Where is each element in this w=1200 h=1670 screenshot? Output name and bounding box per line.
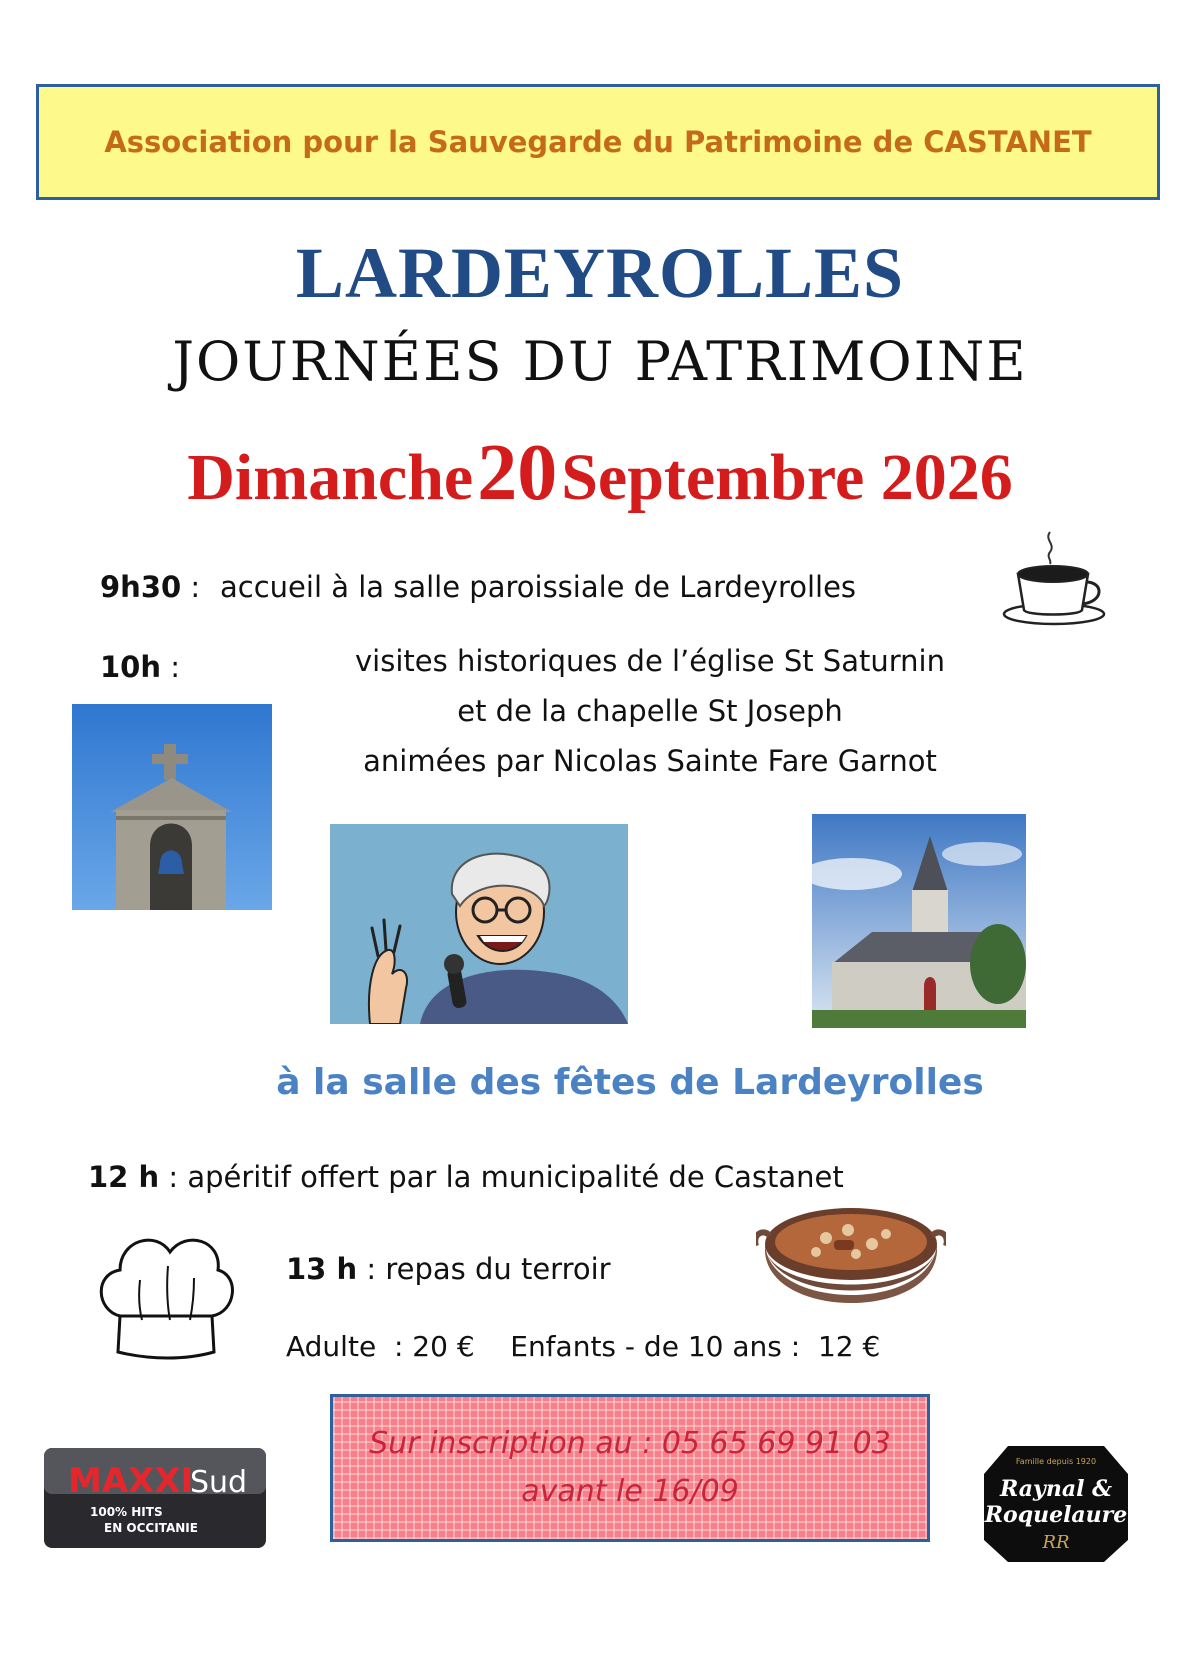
event-date bbox=[0, 428, 1200, 519]
aperitif-line bbox=[88, 1160, 844, 1194]
event-subtitle: JOURNÉES DU PATRIMOINE bbox=[172, 330, 1028, 393]
meal-time: 13 h bbox=[286, 1252, 358, 1286]
chef-hat-icon bbox=[90, 1220, 240, 1370]
raynal-name-1: Raynal & bbox=[1000, 1476, 1112, 1502]
registration-phone: Sur inscription au : 05 65 69 91 03 bbox=[369, 1426, 891, 1461]
venue-heading: à la salle des fêtes de Lardeyrolles bbox=[276, 1062, 984, 1103]
raynal-top-line: Famille depuis 1920 bbox=[1015, 1457, 1097, 1466]
date-day-number: 20 bbox=[477, 429, 558, 517]
maxxi-tagline-1: 100% HITS bbox=[90, 1505, 163, 1519]
maxxi-brand: MAXXI bbox=[68, 1461, 194, 1501]
church-photo bbox=[812, 814, 1026, 1028]
association-banner bbox=[36, 84, 1160, 200]
visits-line-1: visites historiques de l’église St Saturnin bbox=[355, 644, 945, 678]
raynal-roquelaure-logo bbox=[978, 1444, 1134, 1564]
visits-time-line bbox=[100, 650, 180, 684]
aperitif-time: 12 h bbox=[88, 1160, 160, 1194]
maxxi-sud-logo bbox=[44, 1440, 266, 1560]
coffee-cup-icon bbox=[1000, 528, 1110, 628]
visits-line-3: animées par Nicolas Sainte Fare Garnot bbox=[363, 744, 937, 778]
visits-sep: : bbox=[161, 650, 181, 684]
welcome-time: 9h30 bbox=[100, 570, 182, 604]
bell-tower-photo bbox=[72, 704, 272, 910]
raynal-initials: RR bbox=[1042, 1532, 1070, 1553]
registration-box bbox=[330, 1394, 930, 1542]
maxxi-brand-sud: Sud bbox=[190, 1465, 248, 1500]
welcome-line bbox=[100, 570, 200, 604]
meal-text: : repas du terroir bbox=[357, 1252, 611, 1286]
welcome-sep: : bbox=[181, 570, 201, 604]
maxxi-tagline-2: EN OCCITANIE bbox=[104, 1521, 198, 1535]
cassoulet-dish-icon bbox=[756, 1200, 946, 1324]
visits-time: 10h bbox=[100, 650, 162, 684]
meal-prices: Adulte : 20 € Enfants - de 10 ans : 12 € bbox=[286, 1330, 881, 1363]
raynal-name-2: Roquelaure bbox=[984, 1502, 1128, 1528]
date-month-year: Septembre 2026 bbox=[561, 441, 1013, 514]
date-day-name: Dimanche bbox=[187, 441, 474, 514]
guide-illustration bbox=[330, 824, 628, 1024]
welcome-text: accueil à la salle paroissiale de Lardeyrolles bbox=[220, 570, 857, 604]
association-name: Association pour la Sauvegarde du Patrimoine de CASTANET bbox=[104, 125, 1092, 159]
aperitif-text: : apéritif offert par la municipalité de Castanet bbox=[159, 1160, 844, 1194]
registration-deadline: avant le 16/09 bbox=[521, 1474, 739, 1509]
page-title: LARDEYROLLES bbox=[295, 233, 905, 313]
visits-description bbox=[300, 636, 1000, 786]
meal-line bbox=[286, 1252, 611, 1286]
visits-line-2: et de la chapelle St Joseph bbox=[457, 694, 843, 728]
